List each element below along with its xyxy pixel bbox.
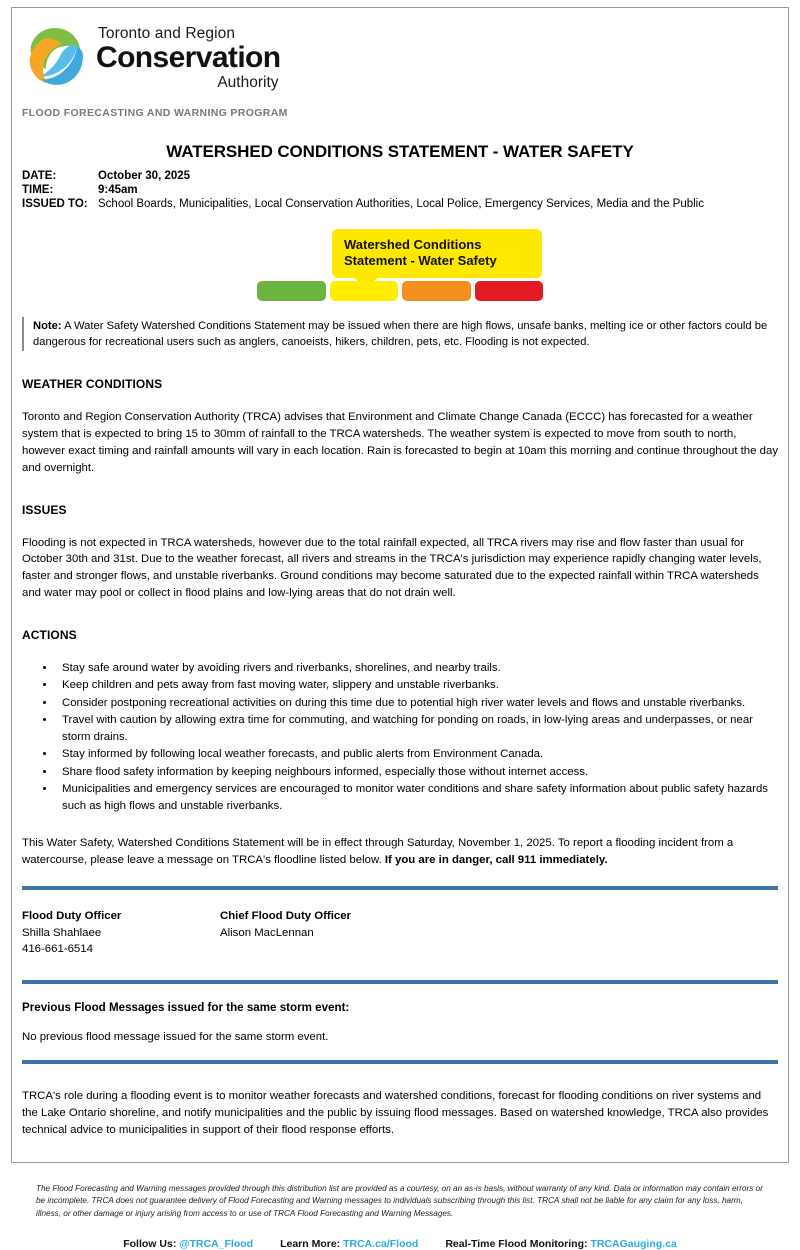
emergency-emphasis: If you are in danger, call 911 immediately. <box>384 854 608 867</box>
meta-row-issued-to <box>22 198 778 210</box>
note-callout <box>22 317 778 351</box>
time-value: 9:45am <box>98 184 138 196</box>
learn-more-link[interactable]: TRCA.ca/Flood <box>343 1237 419 1250</box>
follow-us-label: Follow Us: <box>123 1237 177 1250</box>
closing-statement <box>22 835 778 869</box>
duty-officers <box>22 908 778 958</box>
issued-to-label: ISSUED TO: <box>22 198 88 210</box>
section-heading-actions: ACTIONS <box>22 627 77 642</box>
program-subtitle: FLOOD FORECASTING AND WARNING PROGRAM <box>22 107 288 119</box>
callout-line-2: Statement - Water Safety <box>344 252 497 268</box>
footer-links <box>22 1238 778 1250</box>
chief-flood-duty-officer <box>220 908 418 958</box>
date-label: DATE: <box>22 170 57 182</box>
twitter-handle-link[interactable]: @TRCA_Flood <box>179 1237 254 1250</box>
list-item: • Consider postponing recreational activities on during this time due to potential high river water levels and flows and unstable riverbanks. <box>56 695 778 712</box>
list-item: • Share flood safety information by keeping neighbours informed, especially those without internet access. <box>56 764 778 781</box>
note-label: Note: <box>33 320 62 332</box>
brand-line-toronto: Toronto and Region <box>98 25 236 42</box>
officer-title: Chief Flood Duty Officer <box>220 909 351 922</box>
list-item: • Stay informed by following local weather forecasts, and public alerts from Environment Canada. <box>56 746 778 763</box>
weather-conditions-body: Toronto and Region Conservation Authority (TRCA) advises that Environment and Climate Change Canada (ECCC) has forecasted for a weather system that is expected to bring 15 to 30mm of rainfall to the TRCA watersheds. The weather system is expected to move from south to north, however exact timing and rainfall amounts will vary in each location. Rain is forecasted to begin at 10am this morning and continue throughout the day and overnight. <box>22 411 779 474</box>
page-title: WATERSHED CONDITIONS STATEMENT - WATER SAFETY <box>166 142 634 161</box>
divider-above-previous-messages <box>22 980 778 984</box>
divider-above-role <box>22 1060 778 1064</box>
trca-role-paragraph: TRCA's role during a flooding event is to monitor weather forecasts and watershed conditions, forecast for flooding conditions on river systems and the Lake Ontario shoreline, and notify municipalities and the public by issuing flood messages. Based on watershed knowledge, TRCA also provides technical advice to municipalities in support of their flood response efforts. <box>22 1090 769 1136</box>
callout-line-1: Watershed Conditions <box>344 237 482 252</box>
status-bar-flood-watch <box>402 281 471 301</box>
officer-phone: 416-661-6514 <box>22 943 93 956</box>
gauging-site-link[interactable]: TRCAGauging.ca <box>590 1237 677 1250</box>
date-value: October 30, 2025 <box>98 170 191 182</box>
status-level-bars <box>257 281 543 301</box>
meta-row-time <box>22 184 778 196</box>
footer-learn-more <box>280 1238 418 1250</box>
list-item: • Keep children and pets away from fast moving water, slippery and unstable riverbanks. <box>56 677 778 694</box>
previous-messages-heading: Previous Flood Messages issued for the same storm event: <box>22 1001 350 1015</box>
note-text: A Water Safety Watershed Conditions Statement may be issued when there are high flows, unsafe banks, melting ice or other factors could be dangerous for recreational users such as anglers, canoeists, hikers, children, pets, etc. Flooding is not expected. <box>33 320 768 349</box>
section-heading-weather-conditions: WEATHER CONDITIONS <box>22 377 163 392</box>
brand-wordmark <box>96 24 281 90</box>
status-bar-flood-warning <box>475 281 544 301</box>
meta-row-date <box>22 170 778 182</box>
brand-line-conservation: Conservation <box>96 40 281 74</box>
footer-follow-us <box>123 1238 253 1250</box>
issues-body: Flooding is not expected in TRCA watersheds, however due to the total rainfall expected, all TRCA rivers may rise and flow faster than usual for October 30th and 31st. Due to the weather forecast, all rivers and streams in the TRCA's jurisdiction may experience rapidly changing water levels, faster and stronger flows, and unstable riverbanks. Ground conditions may become saturated due to the expected rainfall within TRCA watersheds and water may pool or collect in flood plains and low-lying areas that do not drain well. <box>22 536 762 599</box>
closing-text: This Water Safety, Watershed Conditions Statement will be in effect through Saturday, November 1, 2025. To report a flooding incident from a watercourse, please leave a message on TRCA's floodline listed below. <box>22 837 734 867</box>
status-bar-watershed-conditions-statement <box>330 281 399 301</box>
time-label: TIME: <box>22 184 54 196</box>
officer-title: Flood Duty Officer <box>22 909 122 922</box>
legal-disclaimer: The Flood Forecasting and Warning messages provided through this distribution list are provided as a courtesy, on an as-is basis, without warranty of any kind. Data or information may contain errors or be incomplete. TRCA does not guarantee delivery of Flood Forecasting and Warning messages to individuals subscribing through this list. TRCA shall not be liable for any claim for any loss, harm, illness, or other damage or injury arising from access to or use of TRCA Flood Forecasting and Warning Messages. <box>36 1183 763 1219</box>
learn-more-label: Learn More: <box>280 1237 341 1250</box>
status-callout-box <box>332 229 542 278</box>
flood-status-scale <box>257 229 543 301</box>
trca-logo-header <box>22 16 778 90</box>
brand-line-authority: Authority <box>217 73 279 91</box>
trca-leaf-logo-icon <box>22 24 88 90</box>
issued-to-value: School Boards, Municipalities, Local Conservation Authorities, Local Police, Emergency Services, Media and the Public <box>98 198 704 210</box>
document-meta <box>22 170 778 210</box>
footer-monitoring <box>445 1238 676 1250</box>
list-item: • Municipalities and emergency services are encouraged to monitor water conditions and share safety information about public safety hazards such as high flows and unstable riverbanks. <box>56 781 778 814</box>
actions-list <box>22 660 778 815</box>
officer-name: Alison MacLennan <box>220 927 314 940</box>
divider-above-officers <box>22 886 778 890</box>
section-heading-issues: ISSUES <box>22 502 67 517</box>
list-item: • Travel with caution by allowing extra time for commuting, and watching for ponding on roads, in low-lying areas and underpasses, or near storm drains. <box>56 712 778 745</box>
status-bar-normal <box>257 281 326 301</box>
monitoring-label: Real-Time Flood Monitoring: <box>445 1237 588 1250</box>
flood-duty-officer <box>22 908 220 958</box>
list-item: • Stay safe around water by avoiding rivers and riverbanks, shorelines, and nearby trails. <box>56 660 778 677</box>
previous-messages-body: No previous flood message issued for the same storm event. <box>22 1031 329 1044</box>
officer-name: Shilla Shahlaee <box>22 927 102 940</box>
